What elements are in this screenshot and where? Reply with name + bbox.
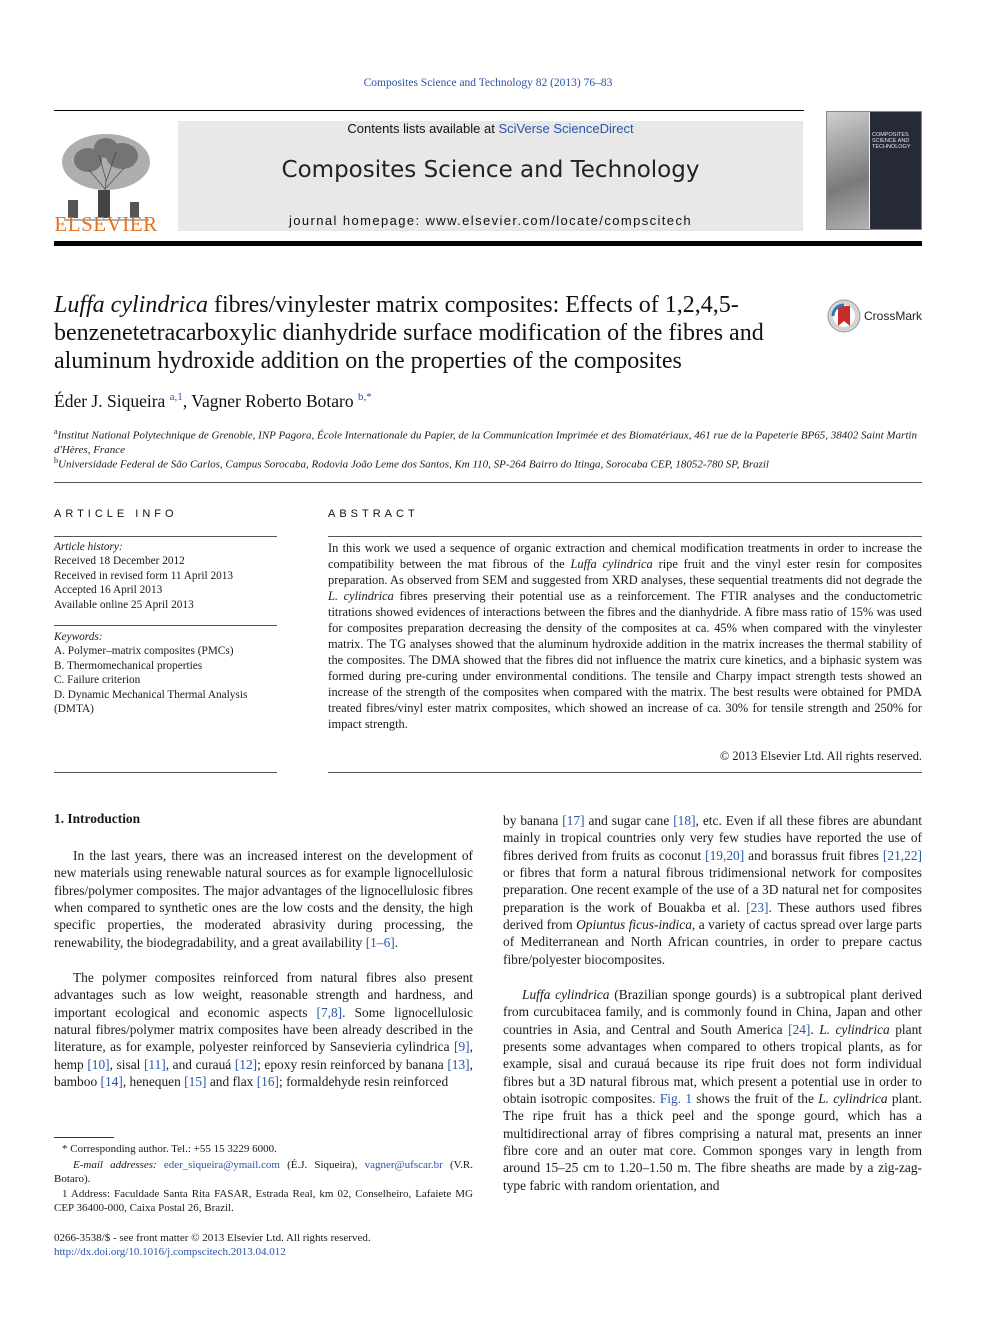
history-label: Article history: [54,541,123,553]
author-affil-link[interactable]: a,1 [169,391,183,404]
affiliation-text: Institut National Polytechnique de Grenoble, INP Pagora, École Internationale du Papier, de la Communication Imprimée et des Biomatériaux, 461 rue de la Papeterie BP65, 38402 Saint Martin d'Hères, France [54,429,917,457]
sciencedirect-link[interactable]: SciVerse ScienceDirect [498,121,634,136]
email-owner: (V.R. Botaro). [54,1159,473,1185]
paragraph-text: The polymer composites reinforced from natural fibres also present advantages such as low weight, reasonable strength and hardness, and important ecological and economic aspects [54,970,473,1020]
citation-link[interactable]: [7,8] [316,1004,343,1020]
history-item: Received 18 December 2012 [54,555,185,568]
species-name: L. cylindrica [328,589,394,603]
email-link[interactable]: eder_siqueira@ymail.com [163,1159,280,1171]
citation-link[interactable]: [18] [673,813,696,828]
species-name: Luffa cylindrica [570,557,653,571]
species-name: L. cylindrica [818,1091,888,1107]
paragraph-text: ; epoxy resin reinforced by banana [257,1056,448,1072]
paragraph-text: (Brazilian sponge gourds) is a subtropical plant derived from curcubitacea family, and is commonly found in China, Japan and other countries in Asia, and Central and South America [503,987,923,1037]
divider [54,536,277,537]
paragraph-text: by banana [503,813,563,828]
cover-image [827,112,869,230]
email-label: E-mail addresses: [73,1159,164,1171]
citation-link[interactable]: [23] [746,899,769,915]
paragraph-text: shows the fruit of the [692,1091,819,1107]
contents-line [178,121,803,136]
citation-link[interactable]: [15] [184,1074,207,1090]
abstract-text: In this work we used a sequence of organic extraction and chemical modification treatments in order to increase the compatibility between the mat fibrous of the [328,541,922,571]
affiliation-a [54,425,922,458]
journal-homepage [178,213,803,228]
paragraph-text: , a variety of cactus spread over large parts of Mediterranean and North African countries, in order to prepare cactus fibre/polyester biocomposites. [503,917,923,967]
keywords-label: Keywords: [54,631,103,643]
paragraph-text: , etc. Even if all these fibres are abundant mainly in tropical countries only very few studies have reported the use of fibres derived from fruits as coconut [503,813,922,863]
paragraph-text: , and curauá [165,1056,235,1072]
footnote-address: 1 Address: Faculdade Santa Rita FASAR, Estrada Real, km 02, Conselheiro, Lafaiete MG CEP 36400-000, Caixa Postal 26, Brazil. [54,1188,473,1214]
author-list [54,391,372,412]
header-top-rule [54,110,804,111]
title-rest: fibres/vinylester matrix composites: Effects of 1,2,4,5-benzenetetracarboxylic dianhydride surface modification of the fibres and aluminum hydroxide addition on the properties of the composites [54,292,764,374]
doi-link[interactable]: http://dx.doi.org/10.1016/j.compscitech.2013.04.012 [54,1246,286,1258]
homepage-link[interactable]: www.elsevier.com/locate/compscitech [425,213,692,228]
paragraph-text: . [810,1021,820,1037]
abstract-body [328,540,922,732]
paragraph-text: and flax [206,1074,257,1090]
divider [328,772,922,773]
citation-link[interactable]: [12] [234,1056,258,1072]
species-name: Luffa cylindrica [522,987,610,1002]
divider [54,625,277,626]
citation-link[interactable]: [17] [562,813,585,828]
paragraph-text: , henequen [122,1074,185,1090]
species-name: Opiuntus ficus-indica [576,917,692,933]
paragraph-text: , bamboo [54,1056,473,1090]
citation-link[interactable]: [16] [256,1074,279,1090]
paragraph-text: plant presents some advantages when compared to others tropical plants, as for example, sisal and curauá because its ripe fruit does not form individual fibres but a 3D natural fibrous mat, which present a potential use in order to obtain isotropic composites. [503,1021,922,1107]
journal-cover-thumbnail[interactable] [826,111,922,230]
author-name: Éder J. Siqueira [54,391,166,411]
paragraph-text: . These authors used fibres derived from [503,899,922,933]
issn-line: 0266-3538/$ - see front matter © 2013 Elsevier Ltd. All rights reserved. [54,1232,371,1244]
abstract-text: fibres preserving their potential use as a reinforcement. The FTIR analyses and the conductometric titrations showed evidences of interactions between the fibres and the dianhydride. A fibre mass ratio of 15% was used for composites preparation decreasing the density of the composites at ca. 45% when compared with the vinylester matrix. The TG analyses showed that the aluminum hydroxide addition in the matrix increases the thermal stability of the composites. The DMA showed that the fibres did not influence the matrix cure kinetics, and a biphasic system was formed during pre-curing under environmental conditions. The tensile and Charpy impact strength tests showed an increase of the strength of the composites when compared with the matrix. The best results were obtained for PMDA treated fibres/vinyl ester matrix composites, which showed an increase of ca. 30% for tensile strength and 250% for impact strength. [328,589,922,731]
elsevier-wordmark: ELSEVIER [54,212,158,236]
crossmark-label[interactable]: CrossMark [864,309,923,323]
divider [328,536,922,537]
affiliation-marker: a [54,427,58,436]
paragraph-text: and borassus fruit fibres [744,847,883,863]
contents-prefix: Contents lists available at [347,121,499,136]
citation-link[interactable]: [19,20] [705,847,745,863]
citation-link[interactable]: [14] [100,1074,123,1090]
journal-title: Composites Science and Technology [281,157,700,183]
footnote-emails [54,1158,473,1186]
keyword-item: A. Polymer–matrix composites (PMCs) [54,645,234,658]
citation-link[interactable]: [13] [447,1056,470,1072]
footnote-corresponding: * Corresponding author. Tel.: +55 15 3229 6000. [62,1143,277,1155]
journal-citation[interactable]: Composites Science and Technology 82 (2013) 76–83 [363,77,613,89]
author-affil-link[interactable]: b,* [357,391,372,404]
citation-link[interactable]: [10] [87,1056,110,1072]
divider [54,772,277,773]
paragraph-text: ; formaldehyde resin reinforced [279,1074,449,1090]
header-thick-rule [54,241,922,246]
crossmark-icon[interactable] [826,298,862,334]
email-link[interactable]: vagner@ufscar.br [364,1159,443,1171]
intro-right-paragraph-2 [503,986,922,1194]
paragraph-text: . Some lignocellulosic natural fibres/polymer matrix composites have been already described in the literature, as for example, polyester reinforced by Sansevieria cylindrica [54,1004,473,1055]
divider [54,482,922,483]
affiliation-text: Universidade Federal de São Carlos, Campus Sorocaba, Rodovia João Leme dos Santos, Km 110, SP-264 Bairro do Itinga, Sorocaba CEP, 18052-780 SP, Brazil [58,458,769,471]
species-name: L. cylindrica [819,1021,890,1037]
citation-link[interactable]: [24] [788,1021,811,1037]
paragraph-text: or fibres that form a natural fibrous tridimensional network for composites preparation. One recent example of the use of a 3D natural net for composites preparation is the work of Bouakba et al. [503,865,922,915]
paragraph-text: In the last years, there was an increased interest on the development of new materials using renewable natural sources as for example lignocellulosic fibres/polymer composites. The major advantages of the lignocellulosic fibres when compared to synthetic ones are the low costs and the density, the high specific properties, the moderated abrasivity during processing, the renewability, the biodegradability, and a great availability [54,848,473,950]
abstract-text: ripe fruit and the vinyl ester resin for composites preparation. As observed from SEM and suggested from XRD analyses, these sequential treatments did not degrade the [328,557,923,587]
article-info-heading: ARTICLE INFO [54,508,178,520]
intro-paragraph-1 [54,847,473,951]
email-owner: (É.J. Siqueira), [279,1159,365,1171]
citation-link[interactable]: [11] [143,1056,166,1072]
figure-link[interactable]: Fig. 1 [659,1091,693,1107]
paragraph-text: and sugar cane [584,813,674,828]
cover-panel [870,112,922,230]
article-title [54,291,814,375]
abstract-heading: ABSTRACT [328,508,419,520]
affiliation-marker: b [54,456,58,465]
history-item: Received in revised form 11 April 2013 [54,569,234,582]
title-italic: Luffa cylindrica [54,292,208,318]
cover-title: COMPOSITES SCIENCE AND TECHNOLOGY [872,132,911,150]
homepage-prefix: journal homepage: [289,213,426,228]
history-item: Accepted 16 April 2013 [54,584,163,597]
paragraph-text: , sisal [109,1056,144,1072]
citation-link[interactable]: [21,22] [882,847,922,863]
paragraph-text: plant. The ripe fruit has a thick peel and the sponge gourd, which has a multidirectional array of fibres comprising a natural mat, presents an inner fibre core and an outer mat core. Common sponges vary in length from around 15–25 cm to 1.20–1.50 m. The fibre sheaths are made by a zig-zag-type fabric with random orientation, and [503,1091,922,1193]
affiliation-b [54,454,922,472]
paragraph-text: . [394,934,399,950]
keywords [54,630,277,716]
footnote-rule [54,1137,114,1138]
keyword-item: (DMTA) [54,703,94,716]
citation-link[interactable]: [9] [454,1039,470,1055]
paragraph-text: , hemp [54,1039,473,1072]
author-name: Vagner Roberto Botaro [191,391,354,411]
intro-right-paragraph-1 [503,812,922,968]
citation-link[interactable]: [1–6] [365,934,395,950]
keyword-item: D. Dynamic Mechanical Thermal Analysis [54,688,248,701]
section-heading-introduction: 1. Introduction [54,811,141,826]
keyword-item: B. Thermomechanical properties [54,659,203,672]
article-history [54,540,277,612]
intro-paragraph-2 [54,969,473,1090]
abstract-copyright: © 2013 Elsevier Ltd. All rights reserved. [719,749,922,763]
keyword-item: C. Failure criterion [54,674,141,687]
history-item: Available online 25 April 2013 [54,598,194,611]
author-separator: , [182,391,192,411]
